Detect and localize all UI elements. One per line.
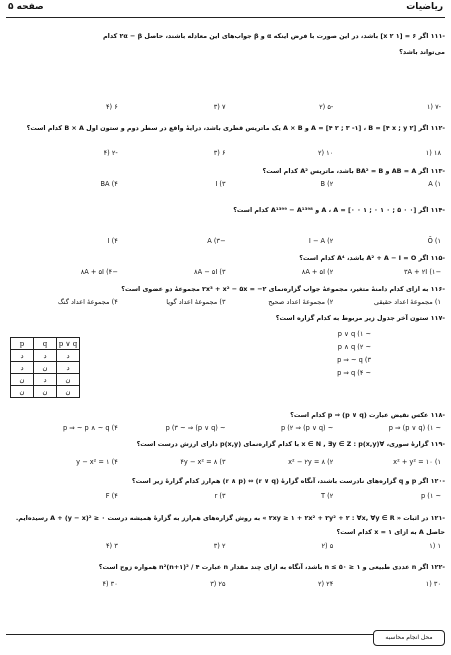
table-cell: ن [34,362,57,374]
options-116 [10,298,441,306]
option[interactable]: BA (۴ [100,180,118,188]
question-117-text: -۱۱۷ ستون آخر جدول زیر مربوط به کدام گزاره است؟ [275,314,445,322]
option[interactable]: x² − ۲y = ۸ (۲ [288,458,334,466]
option[interactable]: ۲۴ (۲ [317,580,334,588]
options-119 [10,458,441,466]
table-cell: د [34,350,57,362]
question-121-text: -۱۲۱ در اثبات « ۲xy ≥ ۱ + ۲x² + ۲y² + ۲ : ∀x, ∀y ∈ R » به روش گزاره‌های هم‌ارز به گزارهٔ همیشه درست A + (y − x)² ≥ ۰ رسیده‌ایم. [15,514,445,522]
table-row [11,350,80,362]
question-121 [6,514,445,522]
option[interactable]: ۳۰ (۱ [425,580,441,588]
question-114 [6,206,445,214]
option[interactable]: −A (۳ [207,237,226,245]
question-120 [6,477,445,485]
table-header: p ∨ q [57,338,80,350]
option[interactable]: Ō (۱ [427,237,441,245]
option[interactable]: ۲ (۳ [213,542,226,550]
table-cell: د [57,350,80,362]
table-cell: د [11,350,34,362]
question-115-text: -۱۱۵ اگر A² + A − I = O باشد، A⁴ کدام است؟ [299,254,445,262]
option[interactable]: A (۱ [428,180,441,188]
scratch-area-label: محل انجام محاسبه [373,630,445,646]
options-112 [10,149,441,157]
question-112-text: -۱۱۲ اگر A = [۴ ۲ ; ۳ -۱] ، B = [۴ x ; y ۲] و A × B یک ماتریس قطری باشد، درایهٔ واقع در سطر دوم و ستون اول B × A کدام است؟ [26,124,445,132]
option[interactable]: p ⇒ ~ p ∧ ~ q (۴ [63,424,118,432]
option[interactable]: y − x² = ۱ (۴ [76,458,118,466]
option[interactable]: ۳) مجموعهٔ اعداد گویا [166,298,226,306]
option[interactable]: ۶ (۴ [105,103,118,111]
page-header [8,2,443,16]
option[interactable]: ۶ (۳ [213,149,226,157]
option[interactable]: ۵ (۲ [321,542,334,550]
option[interactable]: ~ p (۱ [420,492,441,500]
question-119-text: -۱۱۹ گزارهٔ سوری، ∀x ∈ N , ∃y ∈ Z : p(x,y) با کدام گزاره‌نمای p(x,y) دارای ارزش درست است؟ [136,440,445,448]
option[interactable]: I (۴ [107,237,118,245]
question-115 [6,254,445,262]
option[interactable]: ۳ (۴ [105,542,118,550]
question-118-text: -۱۱۸ عکس نقیض عبارت p ⇒ (p ∨ q) کدام است؟ [290,411,445,419]
option[interactable]: ~ p ∧ q (۲ [337,343,371,351]
option[interactable]: ۴y − x² = ۸ (۳ [180,458,226,466]
table-cell: د [34,374,57,386]
options-117 [251,328,371,380]
option[interactable]: T (۲ [321,492,334,500]
question-116-text: -۱۱۶ به ازای کدام دامنهٔ متغیر، مجموعهٔ جواب گزاره‌نمای ۲x³ + x² − ۵x = −۲ مجموعهٔ دو عضوی است؟ [121,285,445,293]
option[interactable]: B (۲ [320,180,334,188]
table-row [11,386,80,398]
options-114 [10,237,441,245]
truth-table [10,337,80,398]
option[interactable]: F (۴ [105,492,118,500]
option[interactable]: ۱) مجموعهٔ اعداد حقیقی [373,298,441,306]
subject-title: ریاضیات [406,2,443,12]
options-113 [10,180,441,188]
question-118 [6,411,445,419]
option[interactable]: ۳۰ (۴ [102,580,118,588]
table-header: p [11,338,34,350]
question-122 [6,563,445,571]
option[interactable]: −۸A + ۵I (۴ [80,268,118,276]
option[interactable]: ~ p ∨ q (۱ [337,330,371,338]
table-row [11,362,80,374]
question-111 [6,32,445,40]
option[interactable]: -۲ (۴ [103,149,118,157]
option[interactable]: ~ (p ∨ q) ⇒ ~ p (۳ [165,424,226,432]
question-111-text: -۱۱۱ اگر ۶ = [۱ ۲ x] باشد، در این صورت با فرض اینکه α و β جواب‌های این معادله باشند، حاصل ۲α − β کدام [102,32,445,40]
question-121-text2: حاصل A به ازای x = ۱ کدام است؟ [336,528,445,536]
options-122 [10,580,441,588]
question-114-text: -۱۱۴ اگر A ، A = [۰ ۰ ۱ ; ۰ ۱ ۰ ; ۵ ۰ ۰] و A¹³⁹⁹ − A¹³⁹⁸ کدام است؟ [233,206,445,214]
option[interactable]: ~ p ⇒ (p ∨ q) (۱ [388,424,441,432]
question-120-text: -۱۲۰ اگر p و q گزاره‌های نادرست باشند، آنگاه گزارهٔ (r ∨ q) ⇔ (r ∧ p) هم‌ارز کدام گزارهٔ زیر است؟ [131,477,445,485]
table-cell: د [11,362,34,374]
table-header-row [11,338,80,350]
option[interactable]: ۴) مجموعهٔ اعداد گنگ [57,298,118,306]
option[interactable]: p ⇒ ~ q (۳ [337,356,371,364]
option[interactable]: -۵ (۲ [319,103,334,111]
option[interactable]: ۱۰ (۲ [317,149,334,157]
options-115 [10,268,441,276]
question-111-cont [6,48,445,56]
option[interactable]: ۸A − ۵I (۳ [194,268,226,276]
table-cell: ن [11,386,34,398]
option[interactable]: ۷ (۳ [213,103,226,111]
options-111 [10,103,441,111]
question-117 [6,314,445,322]
question-122-text: -۱۲۲ اگر n عددی طبیعی و ۱ ≤ n ≤ ۵۰ باشد، آنگاه به ازای چند مقدار n عبارت n²(n+۱)² / ۴ همواره زوج است؟ [98,563,445,571]
option[interactable]: ~ p ⇒ q (۴ [337,369,371,377]
question-113 [6,167,445,175]
table-cell: د [57,362,80,374]
table-cell: ن [57,386,80,398]
option[interactable]: ۲۵ (۳ [210,580,226,588]
options-121 [10,542,441,550]
question-116 [6,285,445,293]
question-119 [6,440,445,448]
question-113-text: -۱۱۳ اگر AB = A و BA² = B باشد، ماتریس A² کدام است؟ [262,167,445,175]
option[interactable]: ۱۸ (۱ [425,149,441,157]
option[interactable]: ~ (p ∨ q) ⇒ p (۲ [280,424,334,432]
header-rule [6,17,445,18]
table-cell: ن [57,374,80,386]
option[interactable]: r (۳ [214,492,226,500]
table-cell: ن [34,386,57,398]
option[interactable]: I − A (۲ [308,237,334,245]
option[interactable]: x² + y² = ۱۰ (۱ [393,458,441,466]
option[interactable]: ۱ (۱ [429,542,441,550]
option[interactable]: I (۳ [215,180,226,188]
question-111-text2: می‌تواند باشد؟ [399,48,445,56]
question-112 [6,124,445,132]
table-cell: ن [11,374,34,386]
page-number: صفحه ۵ [8,2,44,12]
option[interactable]: -۷ (۱ [426,103,441,111]
options-120 [10,492,441,500]
option[interactable]: ۲) مجموعهٔ اعداد صحیح [268,298,334,306]
table-row [11,374,80,386]
option[interactable]: ۸A + ۵I (۲ [301,268,334,276]
options-118 [10,424,441,432]
table-header: q [34,338,57,350]
option[interactable]: −۳A + ۲I (۱ [404,268,441,276]
question-121-cont [6,528,445,536]
